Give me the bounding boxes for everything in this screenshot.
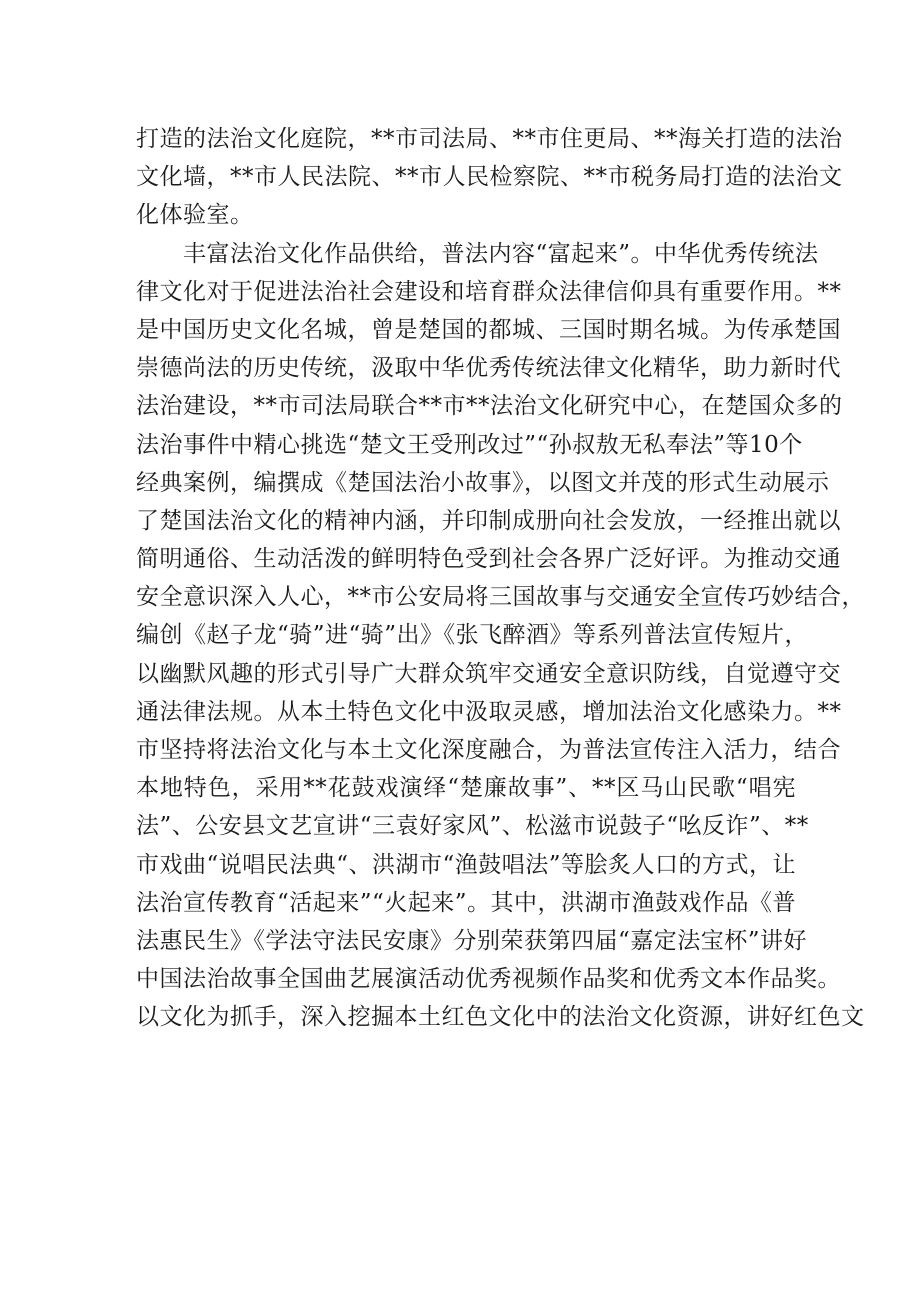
text-line: 以文化为抓手，深入挖掘本土红色文化中的法治文化资源，讲好红色文 [136, 1004, 865, 1031]
document-body [136, 120, 865, 1037]
text-line: 中国法治故事全国曲艺展演活动优秀视频作品奖和优秀文本作品奖。 [136, 966, 841, 993]
text-line: 化体验室。 [136, 202, 254, 229]
text-line: 法惠民生》《学法守法民安康》分别荣获第四届“嘉定法宝杯”讲好 [136, 927, 808, 954]
paragraph-1 [136, 120, 843, 235]
text-line: 了楚国法治文化的精神内涵，并印制成册向社会发放，一经推出就以 [136, 507, 841, 534]
text-line: 法治宣传教育“活起来”“火起来”。其中，洪湖市渔鼓戏作品《普 [136, 889, 797, 916]
text-line: 法治建设，**市司法局联合**市**法治文化研究中心，在楚国众多的 [136, 393, 843, 420]
text-line: 丰富法治文化作品供给，普法内容“富起来”。中华优秀传统法 [136, 240, 819, 267]
text-line: 法治事件中精心挑选“楚文王受刑改过”“孙叔敖无私奉法”等10个 [136, 431, 803, 458]
text-line: 市坚持将法治文化与本土文化深度融合，为普法宣传注入活力，结合 [136, 737, 841, 763]
text-line: 是中国历史文化名城，曾是楚国的都城、三国时期名城。为传承楚国 [136, 316, 841, 343]
text-line: 律文化对于促进法治社会建设和培育群众法律信仰具有重要作用。** [136, 278, 842, 305]
text-line: 简明通俗、生动活泼的鲜明特色受到社会各界广泛好评。为推动交通 [136, 546, 841, 573]
text-line: 安全意识深入人心，**市公安局将三国故事与交通安全宣传巧妙结合， [136, 584, 865, 611]
text-line: 打造的法治文化庭院，**市司法局、**市住更局、**海关打造的法治 [136, 126, 843, 152]
text-line: 文化墙，**市人民法院、**市人民检察院、**市税务局打造的法治文 [136, 164, 843, 191]
text-line: 崇德尚法的历史传统，汲取中华优秀传统法律文化精华，助力新时代 [136, 355, 841, 382]
text-line: 法”、公安县文艺宣讲“三袁好家风”、松滋市说鼓子“吆反诈”、** [136, 813, 809, 840]
text-line: 经典案例，编撰成《楚国法治小故事》，以图文并茂的形式生动展示 [136, 469, 830, 496]
text-line: 以幽默风趣的形式引导广大群众筑牢交通安全意识防线，自觉遵守交 [136, 660, 841, 687]
text-line: 通法律法规。从本土特色文化中汲取灵感，增加法治文化感染力。** [136, 698, 842, 725]
text-line: 本地特色，采用**花鼓戏演绎“楚廉故事”、**区马山民歌“唱宪 [136, 775, 796, 802]
paragraph-2 [136, 235, 865, 1037]
text-line: 编创《赵子龙“骑”进“骑”出》《张飞醉酒》等系列普法宣传短片， [136, 622, 809, 649]
text-line: 市戏曲“说唱民法典“、洪湖市“渔鼓唱法”等脍炙人口的方式，让 [136, 851, 797, 878]
